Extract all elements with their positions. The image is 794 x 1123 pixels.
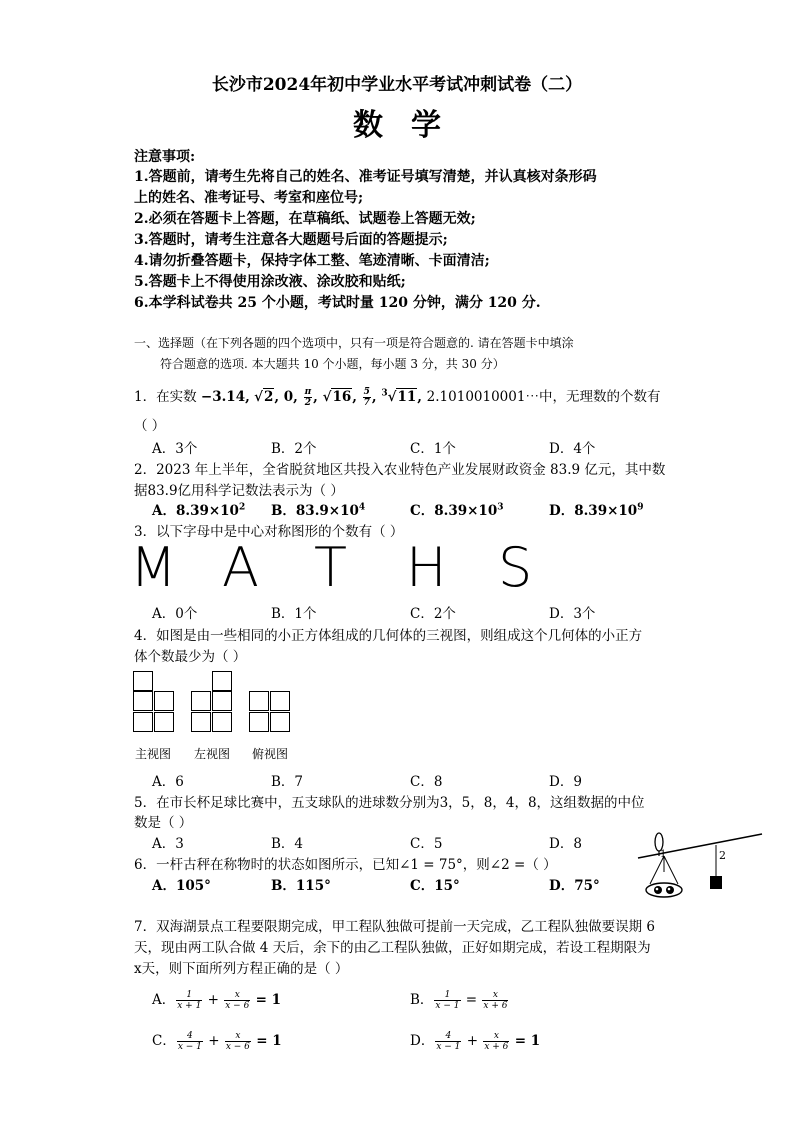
q4-option-b: B．7 <box>271 774 304 790</box>
notice-line-2: 2.必须在答题卡上答题，在草稿纸、试题卷上答题无效; <box>134 211 476 227</box>
q3-option-c: C．2个 <box>410 606 456 622</box>
q1-option-c: C．1个 <box>410 441 456 457</box>
notice-line-1a: 1.答题前，请考生先将自己的姓名、准考证号填写清楚，并认真核对条形码 <box>134 169 597 185</box>
q3-option-a: A．0个 <box>152 606 198 622</box>
left-view-figure <box>191 671 235 735</box>
q2-option-a: A．$8.39\times 10^2$ <box>152 502 246 519</box>
q1-prefix: 1．在实数 <box>134 389 197 405</box>
q7-option-a: A． $\frac{1}{x + 1}$ + $\frac{x}{x - 6}$ = 1 <box>152 990 282 1011</box>
question-7-line-2: 天，现由两工队合做 4 天后，余下的由乙工程队独做，正好如期完成，若设工程期限为 <box>134 940 651 956</box>
q2-option-b: B．$83.9\times 10^4$ <box>271 502 366 519</box>
front-view-figure <box>133 671 177 735</box>
q6-option-b: B．115° <box>271 878 331 894</box>
q1-number: −3.14, <box>200 389 250 405</box>
section-1-line-1: 一、选择题（在下列各题的四个选项中，只有一项是符合题意的. 请在答题卡中填涂 <box>134 336 574 350</box>
letter-t: T <box>314 536 347 599</box>
q6-option-a: A．105° <box>152 878 211 894</box>
question-3: 3．以下字母中是中心对称图形的个数有（ ） <box>134 524 404 540</box>
q5-option-c: C．5 <box>410 836 443 852</box>
q7-option-b: B． $\frac{1}{x - 1}$ = $\frac{x}{x + 6}$ <box>410 990 508 1011</box>
section-1-line-2: 符合题意的选项. 本大题共 10 个小题，每小题 3 分，共 30 分） <box>160 357 505 371</box>
question-5-line-2: 数是（ ） <box>134 815 193 831</box>
angle-2-label: 2 <box>719 849 726 862</box>
q5-option-d: D．8 <box>549 836 582 852</box>
notice-heading: 注意事项: <box>134 149 196 165</box>
q1-math: √2, 0, $\frac{\pi}{2}$ , √16, $\frac{5}{7}$ , $^3$√11, <box>254 387 427 408</box>
question-4-line-1: 4．如图是由一些相同的小正方体组成的几何体的三视图，则组成这个几何体的小正方 <box>134 628 643 644</box>
angle-1-label: 1 <box>660 849 667 860</box>
q7-option-c: C． $\frac{4}{x - 1}$ + $\frac{x}{x - 6}$ = 1 <box>152 1031 282 1052</box>
q6-option-d: D．75° <box>549 878 600 894</box>
q4-option-a: A．6 <box>152 774 184 790</box>
letter-m: M <box>130 536 177 599</box>
q4-option-d: D．9 <box>549 774 582 790</box>
q3-option-b: B．1个 <box>271 606 317 622</box>
subject-title: 数学 <box>353 108 469 143</box>
notice-line-5: 5.答题卡上不得使用涂改液、涂改胶和贴纸; <box>134 274 406 290</box>
top-view-figure <box>249 691 293 735</box>
q5-option-b: B．4 <box>271 836 304 852</box>
q2-option-d: D．$8.39\times 10^9$ <box>549 502 644 519</box>
front-view-label: 主视图 <box>135 747 172 761</box>
question-2-line-1: 2．2023 年上半年，全省脱贫地区共投入农业特色产业发展财政资金 83.9 亿元，其中数 <box>134 462 666 478</box>
q4-option-c: C．8 <box>410 774 443 790</box>
maths-letters <box>130 538 558 598</box>
q1-option-d: D．4个 <box>549 441 596 457</box>
top-view-label: 俯视图 <box>252 747 289 761</box>
notice-line-4: 4.请勿折叠答题卡，保持字体工整、笔迹清晰、卡面清洁; <box>134 253 490 269</box>
question-5-line-1: 5．在市长杯足球比赛中，五支球队的进球数分别为3，5，8，4，8，这组数据的中位 <box>134 795 645 811</box>
question-6: 6．一杆古秤在称物时的状态如图所示，已知∠1 = 75°，则∠2 =（ ） <box>134 857 557 873</box>
exam-title: 长沙市2024年初中学业水平考试冲刺试卷（二） <box>211 75 583 95</box>
q1-option-b: B．2个 <box>271 441 317 457</box>
letter-a: A <box>222 536 259 599</box>
question-7-line-3: x天，则下面所列方程正确的是（ ） <box>134 961 349 977</box>
question-2-line-2: 据83.9亿用科学记数法表示为（ ） <box>134 483 344 499</box>
notice-line-1b: 上的姓名、准考证号、考室和座位号; <box>134 190 364 206</box>
q3-option-d: D．3个 <box>549 606 596 622</box>
q5-option-a: A．3 <box>152 836 184 852</box>
notice-line-3: 3.答题时，请考生注意各大题题号后面的答题提示; <box>134 232 448 248</box>
q7-option-d: D． $\frac{4}{x - 1}$ + $\frac{x}{x + 6}$ = 1 <box>410 1031 541 1052</box>
q2-option-c: C．$8.39\times 10^3$ <box>410 502 504 519</box>
letter-h: H <box>406 536 447 599</box>
left-view-label: 左视图 <box>194 747 231 761</box>
question-7-line-1: 7．双海湖景点工程要限期完成，甲工程队独做可提前一天完成，乙工程队独做要误期 6 <box>134 919 655 935</box>
question-4-line-2: 体个数最少为（ ） <box>134 649 247 665</box>
steelyard-figure <box>630 826 765 904</box>
q1-blank: （ ） <box>134 418 166 434</box>
q6-option-c: C．15° <box>410 878 460 894</box>
q1-option-a: A．3个 <box>152 441 198 457</box>
q1-suffix: 2.1010010001⋯中，无理数的个数有 <box>426 389 661 405</box>
letter-s: S <box>498 536 533 599</box>
question-1 <box>134 385 660 408</box>
notice-line-6: 6.本学科试卷共 25 个小题，考试时量 120 分钟，满分 120 分. <box>134 295 541 311</box>
